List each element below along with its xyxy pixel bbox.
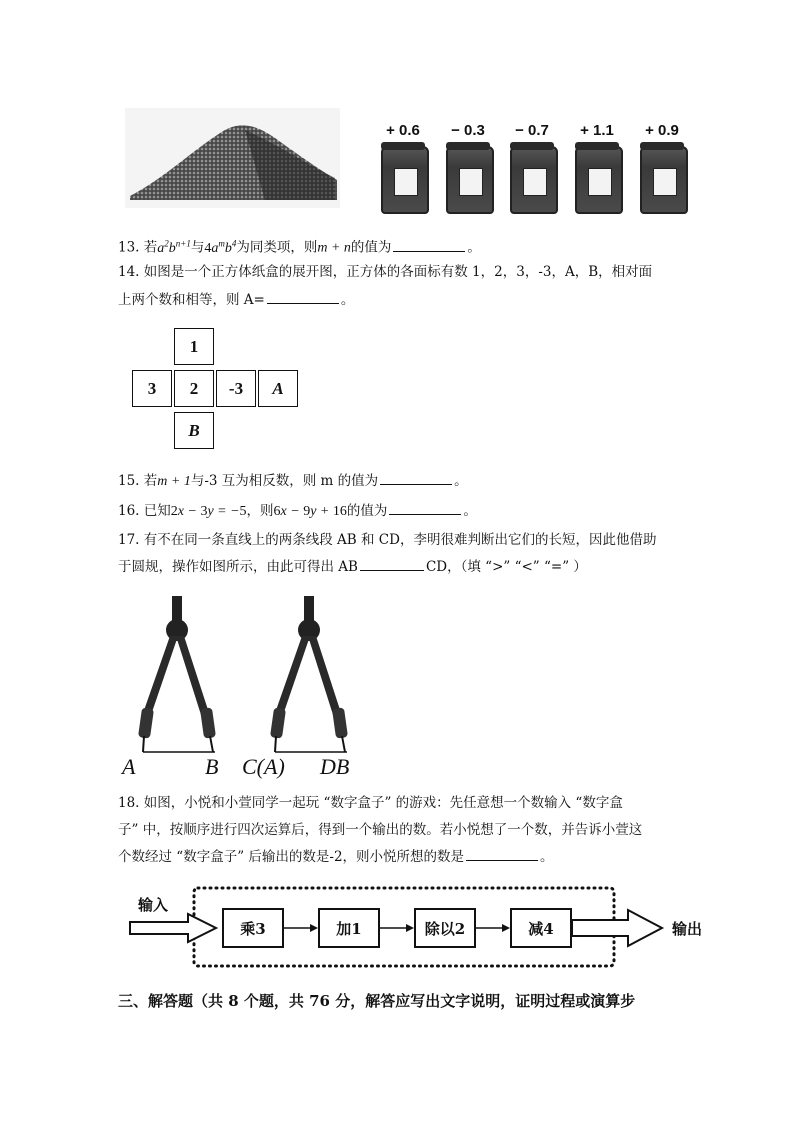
- compass-figure-left: [118, 590, 228, 780]
- cube-face: 3: [132, 370, 172, 407]
- cube-face: 1: [174, 328, 214, 365]
- flow-step-divide: 除以2: [414, 908, 476, 948]
- question-16: 16. 已知2x − 3y = −5，则6x − 9y + 16的值为 。: [118, 503, 477, 519]
- question-15: 15. 若m + 1与-3 互为相反数，则 m 的值为 。: [118, 473, 468, 489]
- bag-icon: [575, 146, 623, 214]
- cube-face: A: [258, 370, 298, 407]
- flow-input-label: 输入: [138, 896, 169, 914]
- bag-icon: [510, 146, 558, 214]
- cube-face: 2: [174, 370, 214, 407]
- question-18-line3: 个数经过 “数字盒子” 后输出的数是-2，则小悦所想的数是 。: [118, 849, 554, 865]
- point-label-db: DB: [320, 754, 350, 779]
- question-18-line1: 18. 如图，小悦和小萱同学一起玩 “数字盒子” 的游戏：先任意想一个数输入 “数字盒: [118, 795, 623, 811]
- flow-output-label: 输出: [672, 920, 703, 938]
- cube-face: -3: [216, 370, 256, 407]
- flow-step-subtract: 减4: [510, 908, 572, 948]
- point-label-ca: C(A): [242, 754, 285, 779]
- answer-blank[interactable]: [267, 291, 339, 304]
- bag-icon: [381, 146, 429, 214]
- formula-2x-3y: 2x − 3y = −5: [170, 504, 247, 519]
- formula-4amb4: $4a^mb^4$: [204, 238, 237, 256]
- formula-m-plus-n: m + n: [317, 240, 351, 256]
- point-label-b: B: [205, 754, 219, 779]
- flow-diagram-frame: [128, 884, 668, 970]
- bag-value-1: + 0.6: [386, 122, 420, 139]
- point-label-a: A: [122, 754, 136, 779]
- compass-figure-right: [250, 590, 360, 780]
- section-3-heading: 三、解答题（共 8 个题，共 76 分，解答应写出文字说明，证明过程或演算步: [118, 992, 636, 1010]
- cube-face: B: [174, 412, 214, 449]
- question-14-line1: 14. 如图是一个正方体纸盒的展开图，正方体的各面标有数 1，2，3，-3，A，B，相对面: [118, 264, 653, 280]
- bag-icon: [446, 146, 494, 214]
- answer-blank[interactable]: [466, 848, 538, 861]
- answer-blank[interactable]: [389, 502, 461, 515]
- answer-blank[interactable]: [380, 472, 452, 485]
- flow-step-add: 加1: [318, 908, 380, 948]
- bag-value-5: + 0.9: [645, 122, 679, 139]
- bag-value-3: − 0.7: [515, 122, 549, 139]
- answer-blank[interactable]: [393, 239, 465, 252]
- sand-pile-image: [125, 108, 340, 208]
- formula-6x-9y: 6x − 9y + 16: [273, 504, 347, 519]
- bag-value-2: − 0.3: [451, 122, 485, 139]
- bag-icon: [640, 146, 688, 214]
- question-17-line1: 17. 有不在同一条直线上的两条线段 AB 和 CD，李明很难判断出它们的长短，因此他借助: [118, 532, 657, 548]
- question-18-line2: 子” 中，按顺序进行四次运算后，得到一个输出的数。若小悦想了一个数，并告诉小萱这: [118, 822, 643, 838]
- question-13: 13. 若$a^2b^{n+1}$与$4a^mb^4$为同类项，则m + n的值为 。: [118, 238, 481, 256]
- bag-value-4: + 1.1: [580, 122, 614, 139]
- formula-a2b: $a^2b^{n+1}$: [157, 238, 191, 256]
- question-14-line2: 上两个数和相等，则 A= 。: [118, 292, 355, 308]
- question-17-line2: 于圆规，操作如图所示，由此可得出 AB CD，（填 “>” “<” “=” ）: [118, 559, 587, 575]
- formula-m-plus-1: m + 1: [157, 474, 191, 489]
- flow-step-multiply: 乘3: [222, 908, 284, 948]
- answer-blank[interactable]: [360, 558, 424, 571]
